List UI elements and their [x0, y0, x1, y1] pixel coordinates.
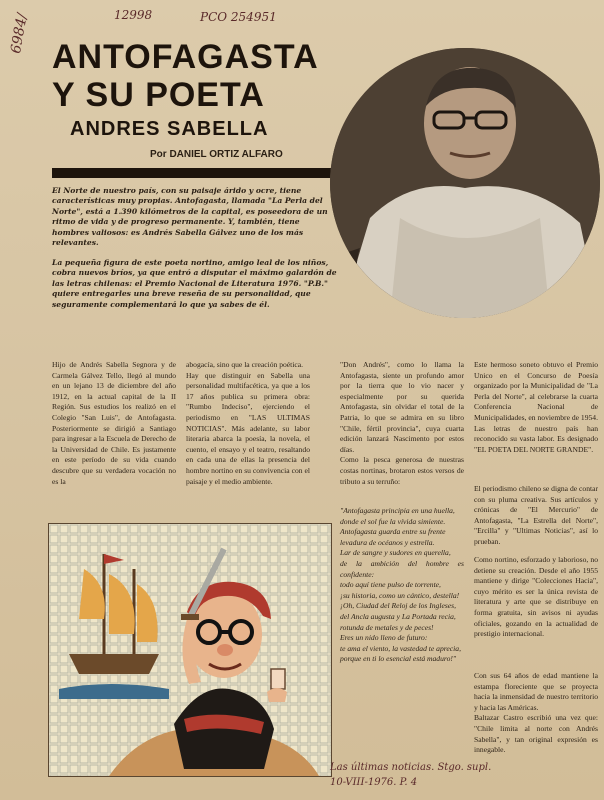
pco-stamp-handwriting: PCO 254951 — [200, 10, 277, 24]
intro-paragraph-2: La pequeña figura de este poeta nortino, amigo leal de los niños, cobra nuevos bríos, ya que entró a disputar el máximo galardón de las letras chilenas: el Premio Nacional de Literatura 1976. "P.B." quiere entregarles una breve reseña de su personalidad, que seguramente complementará lo que ya sabes de él. — [52, 258, 337, 309]
citation-line-1: Las últimas noticias. Stgo. supl. — [330, 762, 492, 773]
headline-subtitle: ANDRES SABELLA — [70, 118, 269, 140]
caricature-illustration — [48, 523, 332, 777]
intro-paragraph-1: El Norte de nuestro país, con su paisaje árido y ocre, tiene características muy propias. Antofagasta, llamada "La Perla del Norte", está a 1.390 kilómetros de la capital, es poseedora de un ritmo de vida y de progreso permanente. Y, también, tiene hombres valiosos: es Andrés Sabella Gálvez uno de los más relevantes. — [52, 186, 328, 248]
headline-line-1: ANTOFAGASTA — [52, 38, 319, 76]
article-column-4-part-3: Como nortino, esforzado y laborioso, no detiene su creación. Desde el año 1955 mantiene y dirige "Colecciones Hacia", cuyo mérito es ser la única revista de literatura y arte que se distribuye en forma gratuita, sin avisos ni ayudas oficiales, gozando en la actualidad de prestigio internacional. — [474, 555, 598, 639]
pirate-caricature — [49, 524, 331, 776]
portrait-figure — [330, 48, 600, 318]
article-column-4-part-4: Con sus 64 años de edad mantiene la estampa floreciente que se proyecta hacia la inmensidad de nuestro territorio y hacia las Américas. Baltazar Castro escribió una vez que: "Chile limita al norte con Andrés Sabella", y tan original expresión es innegable. — [474, 671, 598, 755]
article-column-1: Hijo de Andrés Sabella Segnora y de Carmela Gálvez Tello, llegó al mundo en un lejano 13 de diciembre del año 1912, en la actual capital de la II Región. Sus estudios los realizó en el Colegio "San Luis", de Antofagasta. Posteriormente se dirigió a Santiago para ingresar a la Escuela de Derecho de la Universidad de Chile. Es justamente en este período de su vida cuando descubre que su verdadera vocación no es la — [52, 360, 176, 486]
article-column-4: Este hermoso soneto obtuvo el Premio Unico en el Concurso de Poesía organizado por la Municipalidad de "La Perla del Norte", al celebrarse la cuarta Conferencia Nacional de Municipalidades, en noviembre de 1954. Las letras de nuestro país han reconocido su vasta labor. Es designado "EL POETA DEL NORTE GRANDE". — [474, 360, 598, 454]
header-rule — [52, 168, 334, 178]
sonnet-poem: "Antofagasta principia en una huella, donde el sol fue la vívida simiente. Antofagasta guarda entre su frente levadura de océanos y estrella. Lar de sangre y sudores en querella, de la ambición del hombre es confidente: todo aquí tiene pulso de torrente, ¡su historia, como un cántico, destella! ¡Oh, Ciudad del Reloj de los Ingleses, del Ancla augusta y La Portada recia, rotunda de metales y de peces! Eres un nido lleno de futuro: te ama el viento, la vastedad te aprecia, porque en ti lo esencial está maduro!" — [340, 506, 464, 664]
citation-line-2: 10-VIII-1976. P. 4 — [330, 777, 418, 788]
article-column-4-part-2: El periodismo chileno se digna de contar con su pluma creativa. Sus artículos y crónicas de "El Mercurio" de Antofagasta, "La Estrella del Norte", "Ercilla" y "Ultimas Noticias", así lo prueban. — [474, 484, 598, 546]
headline-line-2: Y SU POETA — [52, 76, 265, 114]
citation-handwriting — [330, 760, 600, 790]
portrait-photo — [330, 48, 600, 318]
archive-number-handwriting: 12998 — [114, 8, 153, 22]
archive-code-handwriting: 6984/ — [8, 12, 31, 55]
article-column-2: abogacía, sino que la creación poética. Hay que distinguir en Sabella una personalidad multifacética, ya que a los 17 años publica su primera obra: "Rumbo Indeciso", ejerciendo el periodismo en "LAS ULTIMAS NOTICIAS". Más adelante, su labor literaria abarca la poesía, la novela, el cuento, el ensayo y el teatro, resaltando en cada una de ellas la presencia del hombre nortino en su convivencia con el paisaje y el medio ambiente. — [186, 360, 310, 486]
article-column-3: "Don Andrés", como lo llama la Antofagasta, siente un profundo amor por la tierra que lo vio nacer y especialmente por su querida Antofagasta, sin olvidar el total de la Patria, lo que se admira en su libro "Chile, fértil provincia", cuya cuarta edición lanzará Nascimento por estos días. Como la pesca generosa de nuestras costas nortinas, brotaron estos versos de tributo a su terruño: — [340, 360, 464, 486]
byline: Por DANIEL ORTIZ ALFARO — [150, 149, 283, 160]
